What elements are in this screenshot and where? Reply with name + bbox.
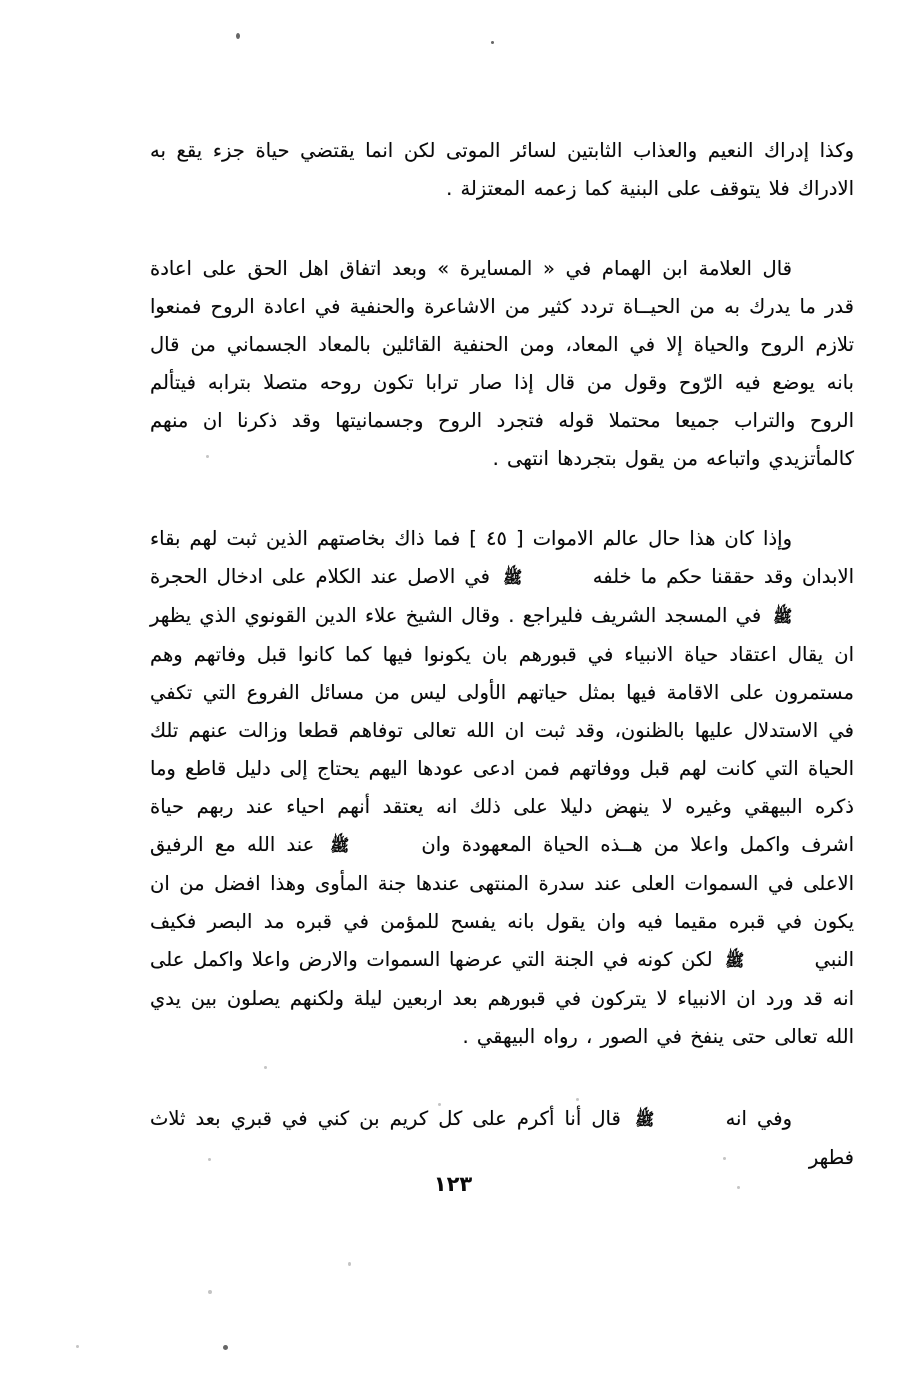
sallallahu-alayhi-wasallam-glyph: ﷺ (773, 607, 793, 627)
scan-speck (76, 1345, 79, 1348)
paragraph-2: قال العلامة ابن الهمام في « المسايرة » وبعد اتفاق اهل الحق على اعادة قدر ما يدرك به من الحيــاة تردد كثير من الاشاعرة والحنفية في اعادة الروح فمنعوا تلازم الروح والحياة إلا في المعاد، ومن الحنفية القائلين بالمعاد الجسماني من قال بانه يوضع فيه الرّوح وقول من قال إذا صار ترابا تكون روحه متصلا بترابه فيتألم الروح والتراب جميعا محتملا قوله فتجرد الروح وجسمانيتها وقد ذكرنا ان منهم كالمأتزيدي واتباعه من يقول بتجردها انتهى . (150, 257, 854, 470)
paragraph-3: وإذا كان هذا حال عالم الاموات [ ٤٥ ] فما ذاك بخاصتهم الذين ثبت لهم بقاء الابدان وقد حققنا حكم ما خلفه ﷺ في الاصل عند الكلام على ادخال الحجرة ﷺ في المسجد الشريف فليراجع . وقال الشيخ علاء الدين القونوي الذي يظهر ان يقال اعتقاد حياة الانبياء في قبورهم بان يكونوا فيها كما كانوا قبل وفاتهم وهم مستمرون على الاقامة فيها بمثل حياتهم الأولى ليس من مسائل الفروع التي تكفي في الاستدلال عليها بالظنون، وقد ثبت ان الله تعالى توفاهم قطعا وزالت عنهم تلك الحياة التي كانت لهم قبل ووفاتهم فمن ادعى عودها اليهم يحتاج إلى دليل قاطع وما ذكره البيهقي وغيره لا ينهض دليلا على ذلك انه يعتقد أنهم احياء عند ربهم حياة اشرف واكمل واعلا من هــذه الحياة المعهودة وان ﷺ عند الله مع الرفيق الاعلى في السموات العلى عند سدرة المنتهى عندها جنة المأوى وهذا افضل من ان يكون في قبره مقيما فيه وان يقول بانه يفسح للمؤمن في قبره مد البصر فكيف النبي ﷺ لكن كونه في الجنة التي عرضها السموات والارض واعلا واكمل على انه قد ورد ان الانبياء لا يتركون في قبورهم بعد اربعين ليلة ولكنهم يصلون بين يدي الله تعالى حتى ينفخ في الصور ، رواه البيهقي . (150, 527, 854, 1048)
sallallahu-alayhi-wasallam-glyph: ﷺ (503, 568, 523, 588)
sallallahu-alayhi-wasallam-glyph: ﷺ (635, 1110, 655, 1130)
scan-speck (208, 1290, 212, 1294)
paragraph-1: وكذا إدراك النعيم والعذاب الثابتين لسائر الموتى لكن انما يقتضي حياة جزء يقع به الادراك فلا يتوقف على البنية كما زعمه المعتزلة . (150, 139, 854, 200)
page-number: ١٢٣ (433, 1172, 473, 1196)
scan-speck (236, 33, 240, 39)
paragraph-4: وفي انه ﷺ قال أنا أكرم على كل كريم بن كني في قبري بعد ثلاث فطهر (150, 1100, 854, 1177)
sallallahu-alayhi-wasallam-glyph: ﷺ (329, 836, 349, 856)
sallallahu-alayhi-wasallam-glyph: ﷺ (725, 951, 745, 971)
page-text-body (150, 132, 854, 1177)
scan-speck (491, 41, 494, 44)
scan-speck (348, 1262, 351, 1266)
scan-speck (223, 1345, 228, 1350)
